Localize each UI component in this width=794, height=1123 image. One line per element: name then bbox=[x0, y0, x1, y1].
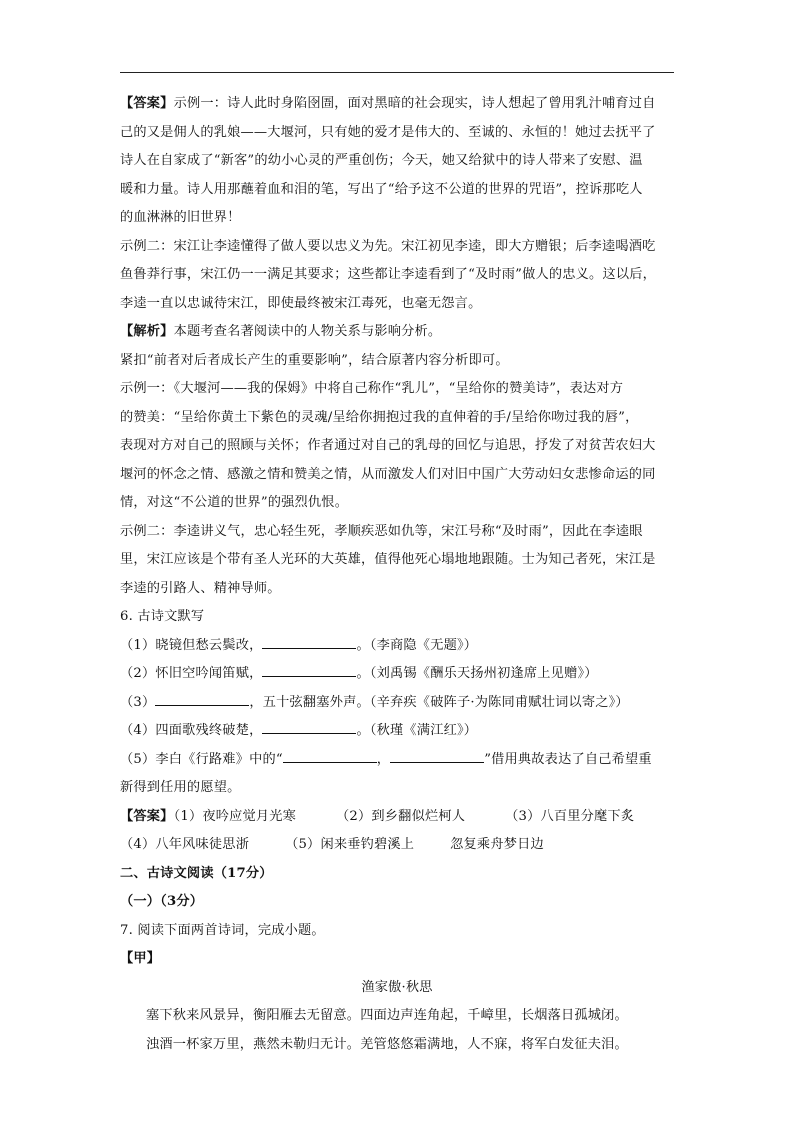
q6-item-text: （3） bbox=[120, 694, 156, 710]
q6-item-5-cont: 新得到任用的愿望。 bbox=[120, 780, 241, 795]
header-rule bbox=[120, 72, 674, 73]
fill-blank bbox=[155, 691, 249, 706]
answer-line: 示例二：宋江让李逵懂得了做人要以忠义为先。宋江初见李逵，即大方赠银；后李逵喝酒吃 bbox=[120, 238, 656, 254]
answer-line: 的血淋淋的旧世界！ bbox=[120, 210, 241, 225]
q6-item-sep: ， bbox=[376, 751, 391, 767]
answer-line: 李逵一直以忠诚待宋江，即使最终被宋江毒死，也毫无怨言。 bbox=[120, 295, 482, 311]
q6-item-text: （4）四面歌残终破楚， bbox=[120, 723, 263, 738]
q6-item-3 bbox=[120, 689, 674, 718]
answer-line: 暖和力量。诗人用那蘸着血和泪的笔，写出了“给予这不公道的世界的咒语”，控诉那吃人 bbox=[120, 181, 643, 197]
analysis-line: 情，对这“不公道的世界”的强烈仇恨。 bbox=[120, 495, 349, 510]
poem-title: 渔家傲·秋思 bbox=[361, 979, 433, 995]
q6-item-text: （1）晓镜但愁云鬓改， bbox=[120, 637, 263, 653]
q6-item-2 bbox=[120, 660, 674, 689]
analysis-line: 紧扣“前者对后者成长产生的重要影响”，结合原著内容分析即可。 bbox=[120, 352, 509, 368]
q6-item-text: （2）怀旧空吟闻笛赋， bbox=[120, 666, 263, 681]
document-page bbox=[120, 90, 674, 1059]
q6-answer-line-2 bbox=[120, 831, 674, 860]
fill-blank bbox=[283, 748, 377, 763]
q6-answer: （5）闲来垂钓碧溪上 bbox=[285, 837, 415, 852]
q6-item-5 bbox=[120, 746, 674, 775]
q6-item-4 bbox=[120, 717, 674, 746]
q6-item-text: ”借用典故表达了自己希望重 bbox=[484, 751, 652, 767]
q6-item-source: ，五十弦翻塞外声。（辛弃疾《破阵子·为陈同甫赋壮词以寄之》） bbox=[249, 694, 629, 710]
analysis-line: 示例一：《大堰河——我的保姆》中将自己称作“乳儿”，“呈给你的赞美诗”，表达对方 bbox=[120, 381, 624, 396]
fill-blank bbox=[262, 634, 356, 649]
q6-item-source: 。（秋瑾《满江红》） bbox=[356, 723, 478, 738]
q6-answer-line-1 bbox=[120, 803, 674, 832]
q6-item-source: 。（刘禹锡《酬乐天扬州初逢席上见赠》） bbox=[356, 666, 598, 681]
analysis-line: 李逵的引路人、精神导师。 bbox=[120, 580, 281, 596]
analysis-label: 【解析】 bbox=[120, 324, 174, 339]
answer-line: 诗人在自家成了“新客”的幼小心灵的严重创伤；今天，她又给狱中的诗人带来了安慰、温 bbox=[120, 153, 643, 168]
question-6-title: 6. 古诗文默写 bbox=[120, 609, 205, 624]
q6-answer: （1）夜吟应觉月光寒 bbox=[173, 808, 297, 824]
fill-blank bbox=[262, 662, 356, 677]
analysis-line: 堰河的怀念之情、感激之情和赞美之情，从而激发人们对旧中国广大劳动妇女悲惨命运的同 bbox=[120, 466, 656, 482]
q6-item-text: （5）李白《行路难》中的“ bbox=[120, 751, 283, 767]
answer-label: 【答案】 bbox=[120, 96, 174, 111]
answer-label: 【答案】 bbox=[120, 808, 174, 824]
poem-line: 塞下秋来风景异，衡阳雁去无留意。四面边声连角起，千嶂里，长烟落日孤城闭。 bbox=[146, 1008, 628, 1023]
analysis-line: 里，宋江应该是个带有圣人光环的大英雄，值得他死心塌地地跟随。士为知己者死，宋江是 bbox=[120, 552, 656, 567]
analysis-line: 表现对方对自己的照顾与关怀；作者通过对自己的乳母的回忆与追思，抒发了对贫苦农妇大 bbox=[120, 438, 656, 453]
analysis-text: 本题考查名著阅读中的人物关系与影响分析。 bbox=[173, 324, 442, 339]
fill-blank bbox=[262, 719, 356, 734]
analysis-line: 的赞美：“呈给你黄土下紫色的灵魂/呈给你拥抱过我的直伸着的手/呈给你吻过我的唇”， bbox=[120, 409, 639, 425]
analysis-line bbox=[120, 318, 674, 347]
q6-answer: 忽复乘舟梦日边 bbox=[450, 837, 544, 852]
answer-line: 己的又是佣人的乳娘——大堰河，只有她的爱才是伟大的、至诚的、永恒的！她过去抚平了 bbox=[120, 124, 656, 140]
answer-line bbox=[120, 90, 674, 119]
answer-line: 鱼鲁莽行事，宋江仍一一满足其要求；这些都让李逵看到了“及时雨”做人的忠义。这以后， bbox=[120, 267, 656, 282]
q6-answer: （4）八年风味徒思浙 bbox=[120, 837, 250, 852]
poem-line: 浊酒一杯家万里，燕然未勒归无计。羌管悠悠霜满地，人不寐，将军白发征夫泪。 bbox=[146, 1036, 628, 1052]
q6-answer: （2）到乡翻似烂柯人 bbox=[336, 808, 466, 824]
question-7-title: 7. 阅读下面两首诗词，完成小题。 bbox=[120, 922, 325, 938]
q6-answer: （3）八百里分麾下炙 bbox=[505, 808, 635, 824]
section-2-title: 二、古诗文阅读（17分） bbox=[120, 865, 273, 881]
section-2-sub: （一）（3分） bbox=[120, 894, 204, 909]
analysis-line: 示例二：李逵讲义气，忠心轻生死，孝顺疾恶如仇等，宋江号称“及时雨”，因此在李逵眼 bbox=[120, 523, 643, 539]
q6-item-source: 。（李商隐《无题》） bbox=[356, 637, 478, 653]
q6-item-1 bbox=[120, 632, 674, 661]
fill-blank bbox=[390, 748, 484, 763]
answer-text: 示例一：诗人此时身陷囹圄，面对黑暗的社会现实，诗人想起了曾用乳汁哺育过自 bbox=[173, 96, 656, 111]
poem-jia-label: 【甲】 bbox=[120, 951, 161, 966]
